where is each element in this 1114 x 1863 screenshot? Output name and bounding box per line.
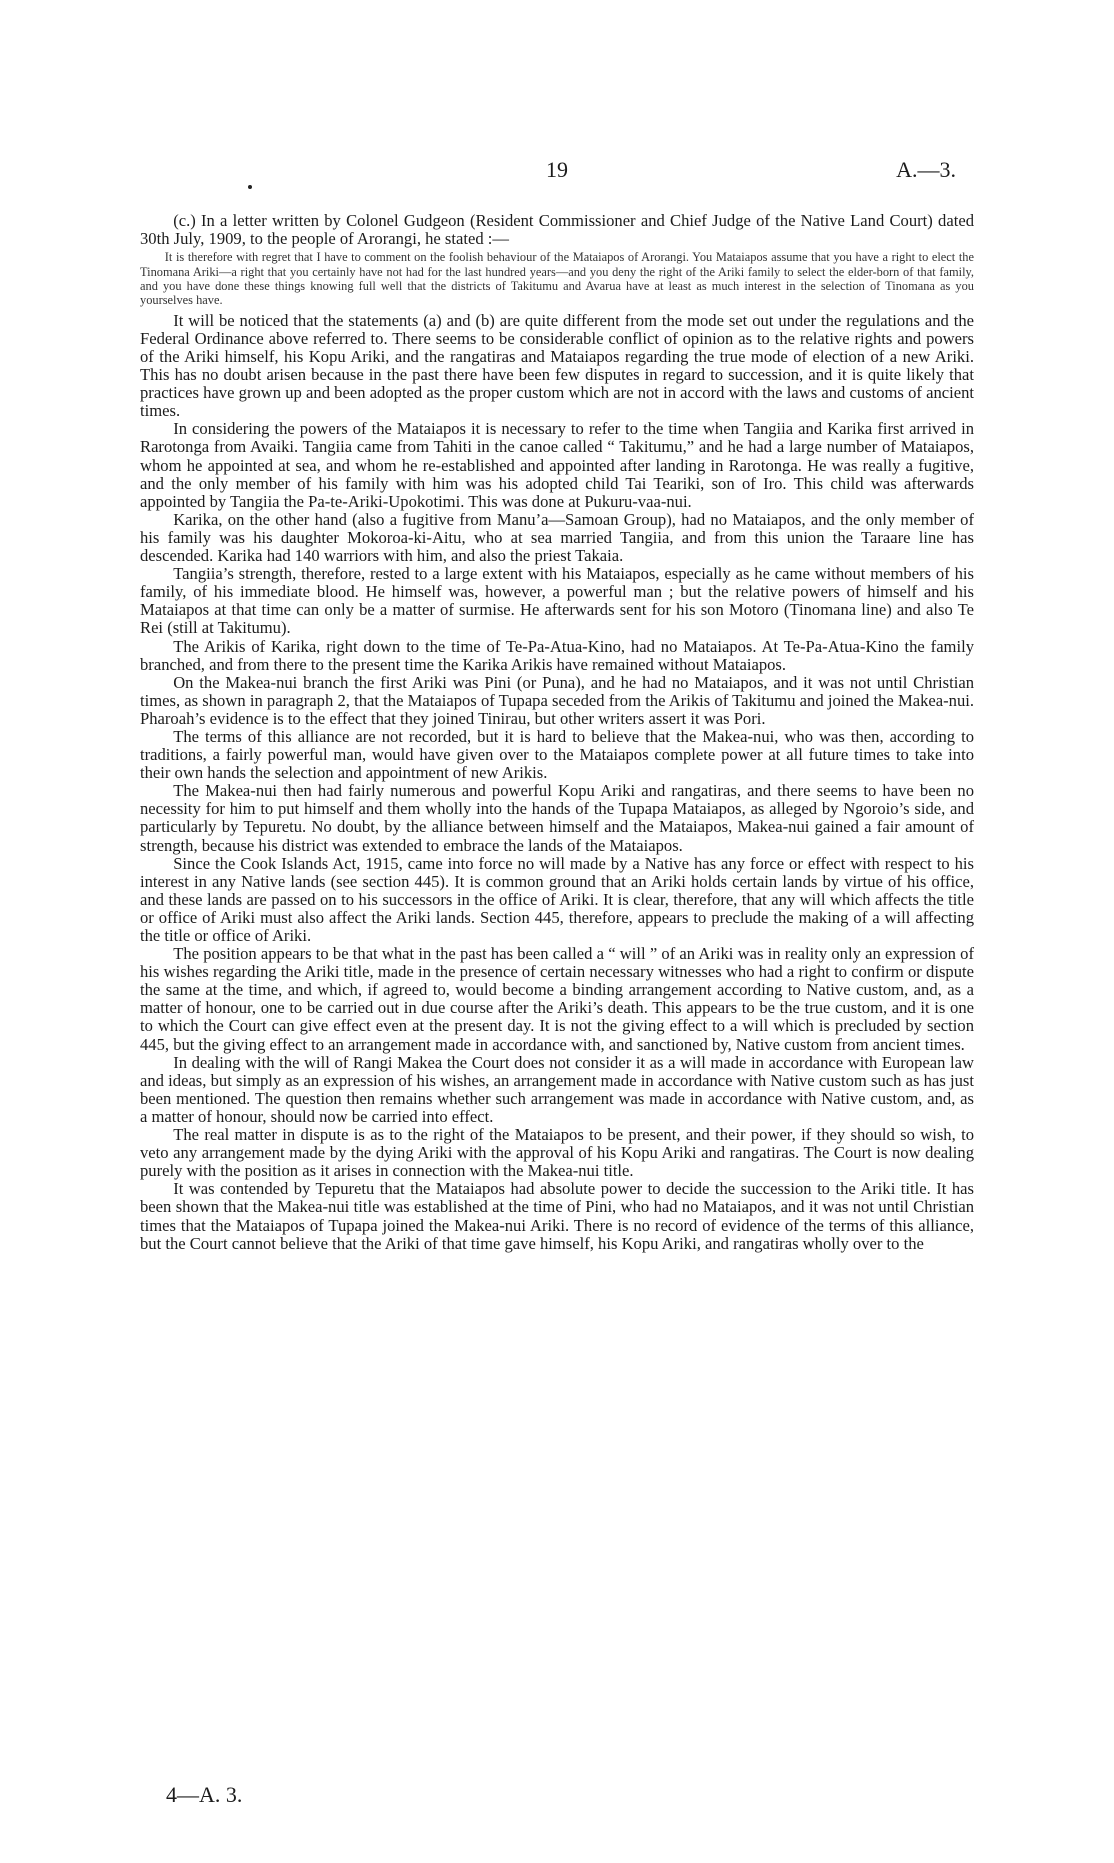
paragraph: In considering the powers of the Mataiapos it is necessary to refer to the time when Tangiia and Karika first arrived in Rarotonga from Avaiki. Tangiia came from Tahiti in the canoe called “ Takitumu,” and he had a large number of Mataiapos, whom he appointed at sea, and whom he re-established and appointed after landing in Rarotonga. He was really a fugitive, and the only member of his family with him was his adopted child Tai Teariki, son of Iro. This child was afterwards appointed by Tangiia the Pa-te-Ariki-Upokotimi. This was done at Pukuru-vaa-nui. [140,419,974,511]
paragraph: In dealing with the will of Rangi Makea the Court does not consider it as a will made in accordance with European law and ideas, but simply as an expression of his wishes, an arrangement made in accordance with Native custom such as has just been mentioned. The question then remains whether such arrangement was made in accordance with Native custom, and, as a matter of honour, should now be carried into effect. [140,1052,974,1126]
quoted-letter: It is therefore with regret that I have to comment on the foolish behaviour of the Mataiapos of Arorangi. You Mataiapos assume that you have a right to elect the Tinomana Ariki—a right that you certainly have not had for the last hundred years—and you deny the right of the Ariki family to select the elder-born of that family, and you have done these things knowing full well that the districts of Takitumu and Avarua have at least as much interest in the selection of Tinomana as you yourselves have. [140,250,974,308]
paragraph: The terms of this alliance are not recorded, but it is hard to believe that the Makea-nui, who was then, according to traditions, a fairly powerful man, would have given over to the Mataiapos complete power at all future times to take into their own hands the selection and appointment of new Arikis. [140,726,974,783]
document-body [140,212,974,1253]
paragraph: The position appears to be that what in the past has been called a “ will ” of an Ariki was in reality only an expression of his wishes regarding the Ariki title, made in the presence of certain necessary witnesses who had a right to confirm or dispute the same at the time, and which, if agreed to, would become a binding arrangement according to Native custom, and, as a matter of honour, one to be carried out in due course after the Ariki’s death. This appears to be the true custom, and it is one to which the Court can give effect even at the present day. It is not the giving effect to a will which is precluded by section 445, but the giving effect to an arrangement made in accordance with, and sanctioned by, Native custom from ancient times. [140,944,974,1054]
paragraph: The real matter in dispute is as to the right of the Mataiapos to be present, and their power, if they should so wish, to veto any arrangement made by the dying Ariki with the approval of his Kopu Ariki and rangatiras. The Court is now dealing purely with the position as it arises in connection with the Makea-nui title. [140,1125,974,1181]
paragraph: The Makea-nui then had fairly numerous and powerful Kopu Ariki and rangatiras, and there seems to have been no necessity for him to put himself and them wholly into the hands of the Tupapa Mataiapos, as alleged by Ngoroio’s side, and particularly by Tepuretu. No doubt, by the alliance between himself and the Mataiapos, Makea-nui gained a fair amount of strength, because his district was extended to embrace the lands of the Mataiapos. [140,781,974,855]
paragraph: On the Makea-nui branch the first Ariki was Pini (or Puna), and he had no Mataiapos, and it was not until Christian times, as shown in paragraph 2, that the Mataiapos of Tupapa seceded from the Arikis of Takitumu and joined the Makea-nui. Pharoah’s evidence is to the effect that they joined Tinirau, but other writers assert it was Pori. [140,672,974,728]
page-number: 19 [546,157,568,182]
paragraph: Tangiia’s strength, therefore, rested to a large extent with his Mataiapos, especially as he came without members of his family, of his immediate blood. He himself was, however, a powerful man ; but the relative powers of himself and his Mataiapos at that time can only be a matter of surmise. He afterwards sent for his son Motoro (Tinomana line) and also Te Rei (still at Takitumu). [140,564,974,638]
paragraph: Since the Cook Islands Act, 1915, came into force no will made by a Native has any force or effect with respect to his interest in any Native lands (see section 445). It is common ground that an Ariki holds certain lands by virtue of his office, and these lands are passed on to his successors in the office of Ariki. It is clear, therefore, that any will which affects the title or office of Ariki must also affect the Ariki lands. Section 445, therefore, appears to preclude the making of a will affecting the title or office of Ariki. [140,853,974,945]
series-reference: A.—3. [896,157,956,182]
signature-mark: 4—A. 3. [166,1782,243,1807]
paragraph: Karika, on the other hand (also a fugitive from Manu’a—Samoan Group), had no Mataiapos, and the only member of his family was his daughter Mokoroa-ki-Aitu, who at sea married Tangiia, and from this union the Taraare line has descended. Karika had 140 warriors with him, and also the priest Takaia. [140,509,974,566]
paragraph: It was contended by Tepuretu that the Mataiapos had absolute power to decide the succession to the Ariki title. It has been shown that the Makea-nui title was established at the time of Pini, who had no Mataiapos, and it was not until Christian times that the Mataiapos of Tupapa joined the Makea-nui Ariki. There is no record of evidence of the terms of this alliance, but the Court cannot believe that the Ariki of that time gave himself, his Kopu Ariki, and rangatiras wholly over to the [140,1179,974,1253]
paragraph: (c.) In a letter written by Colonel Gudgeon (Resident Commissioner and Chief Judge of the Native Land Court) dated 30th July, 1909, to the people of Arorangi, he stated :— [140,211,974,249]
paragraph: It will be noticed that the statements (a) and (b) are quite different from the mode set out under the regulations and the Federal Ordinance above referred to. There seems to be considerable conflict of opinion as to the relative rights and powers of the Ariki himself, his Kopu Ariki, and the rangatiras and Mataiapos regarding the true mode of election of a new Ariki. This has no doubt arisen because in the past there have been few disputes in regard to succession, and it is quite likely that practices have grown up and been adopted as the proper custom which are not in accord with the laws and customs of ancient times. [140,310,974,421]
paragraph: The Arikis of Karika, right down to the time of Te-Pa-Atua-Kino, had no Mataiapos. At Te-Pa-Atua-Kino the family branched, and from there to the present time the Karika Arikis have remained without Mataiapos. [140,636,974,674]
ink-mark [248,185,252,189]
